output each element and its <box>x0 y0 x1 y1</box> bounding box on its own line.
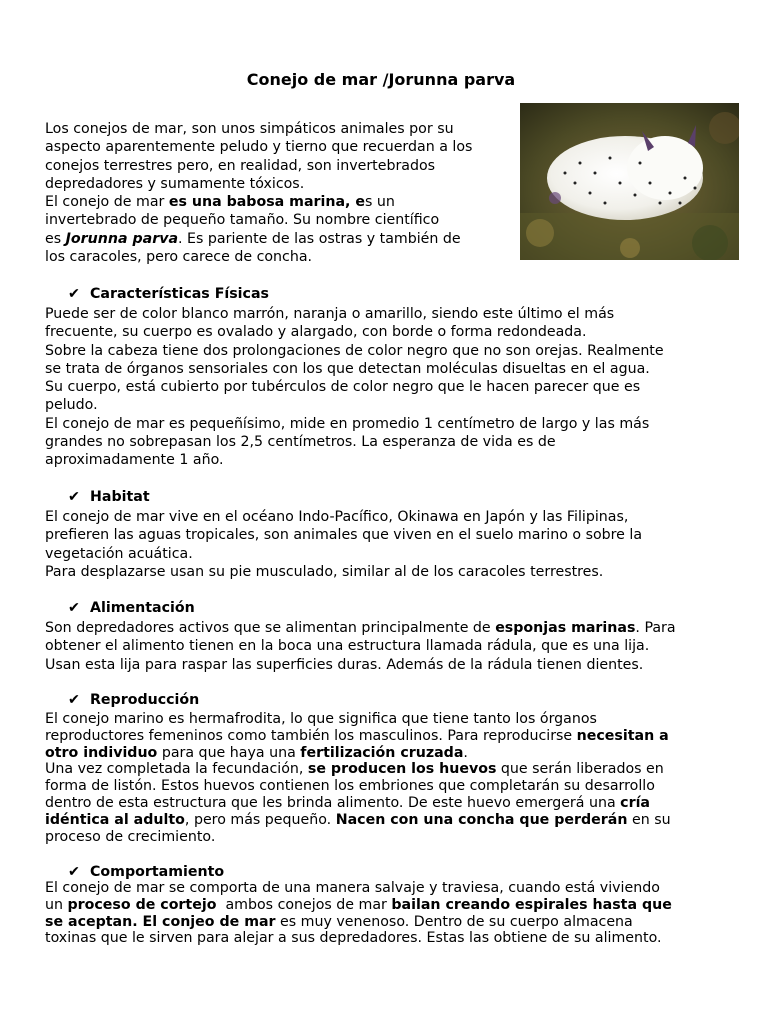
text-run: dentro de esta estructura que les brinda alimento. De este huevo emergerá una <box>45 794 621 811</box>
intro-line: aspecto aparentemente peludo y tierno que recuerdan a los <box>45 139 473 156</box>
text-run: es muy venenoso. Dentro de su cuerpo almacena <box>275 913 633 930</box>
text-line: aproximadamente 1 año. <box>45 452 224 469</box>
text-line: grandes no sobrepasan los 2,5 centímetros. La esperanza de vida es de <box>45 434 556 451</box>
check-icon: ✔ <box>68 600 80 616</box>
text-line <box>45 897 672 914</box>
heading-label: Comportamiento <box>90 864 225 880</box>
text-run: . <box>463 744 468 761</box>
bold-run: se aceptan. El conjeo de mar <box>45 913 276 930</box>
text-run: s un <box>365 194 395 211</box>
heading-label: Alimentación <box>90 600 195 616</box>
text-line: prefieren las aguas tropicales, son animales que viven en el suelo marino o sobre la <box>45 527 643 544</box>
bold-run: es una babosa marina, e <box>168 194 366 211</box>
text-line: El conejo de mar es pequeñísimo, mide en promedio 1 centímetro de largo y las más <box>45 415 650 432</box>
text-run: . Para <box>635 620 676 636</box>
text-line <box>45 914 672 931</box>
sea-bunny-photo <box>520 103 739 260</box>
heading-comportamiento <box>68 864 224 880</box>
text-run: El conejo de mar <box>45 194 169 211</box>
bold-run: proceso de cortejo <box>67 896 217 913</box>
heading-label: Características Físicas <box>90 286 269 302</box>
text-run: en su <box>627 811 671 828</box>
intro-line: conejos terrestres pero, en realidad, son invertebrados <box>45 157 436 174</box>
bold-run: fertilización cruzada <box>300 744 464 761</box>
text-line: Su cuerpo, está cubierto por tubérculos de color negro que le hacen parecer que es <box>45 379 641 396</box>
text-run: . Es pariente de las ostras y también de <box>178 230 461 247</box>
text-line <box>45 728 671 745</box>
text-line <box>45 619 676 637</box>
intro-line: invertebrado de pequeño tamaño. Su nombre científico <box>45 212 440 229</box>
heading-habitat <box>68 489 150 505</box>
text-line: peludo. <box>45 397 98 414</box>
bold-run: se producen los huevos <box>307 761 497 778</box>
intro-paragraph <box>45 120 472 266</box>
text-line: El conejo marino es hermafrodita, lo que significa que tiene tanto los órganos <box>45 711 597 727</box>
text-line: Puede ser de color blanco marrón, naranja o amarillo, siendo este último el más <box>45 306 615 322</box>
text-run: para que haya una <box>157 744 301 761</box>
bold-run: bailan creando espirales hasta que <box>391 896 672 913</box>
reproduccion-paragraph <box>45 711 671 845</box>
text-run: ambos conejos de mar <box>216 896 392 913</box>
text-run: Una vez completada la fecundación, <box>45 761 308 778</box>
species-name: Jorunna parva <box>65 230 179 247</box>
text-line: frecuente, su cuerpo es ovalado y alargado, con borde o forma redondeada. <box>45 324 587 341</box>
intro-line: depredadores y sumamente tóxicos. <box>45 175 305 192</box>
text-run: Son depredadores activos que se alimentan principalmente de <box>45 620 496 636</box>
heading-label: Reproducción <box>90 692 200 708</box>
text-line <box>45 745 671 762</box>
text-run: que serán liberados en <box>496 761 664 778</box>
comportamiento-paragraph <box>45 880 672 947</box>
text-line: forma de listón. Estos huevos contienen los embriones que completarán su desarrollo <box>45 778 655 795</box>
text-run: es <box>45 230 66 247</box>
text-line: vegetación acuática. <box>45 545 193 562</box>
page-title: Conejo de mar /Jorunna parva <box>246 70 516 89</box>
text-line <box>45 812 671 829</box>
text-line: proceso de crecimiento. <box>45 828 216 845</box>
heading-alimentacion <box>68 600 195 616</box>
bold-run: Nacen con una concha que perderán <box>335 811 628 828</box>
text-line: toxinas que le sirven para alejar a sus depredadores. Estas las obtiene de su alimento. <box>45 930 662 947</box>
intro-line <box>45 230 472 248</box>
text-run: reproductores femeninos como también los masculinos. Para reproducirse <box>45 727 577 744</box>
bold-run: esponjas marinas <box>495 620 636 636</box>
text-line: Para desplazarse usan su pie musculado, similar al de los caracoles terrestres. <box>45 563 604 580</box>
intro-line <box>45 193 472 211</box>
text-line: obtener el alimento tienen en la boca una estructura llamada rádula, que es una lija. <box>45 638 650 655</box>
check-icon: ✔ <box>68 692 80 708</box>
bold-run: otro individuo <box>45 744 158 761</box>
text-run: , pero más pequeño. <box>184 811 336 828</box>
intro-line: los caracoles, pero carece de concha. <box>45 249 313 266</box>
check-icon: ✔ <box>68 489 80 505</box>
text-line <box>45 761 671 778</box>
text-line: El conejo de mar vive en el océano Indo-Pacífico, Okinawa en Japón y las Filipinas, <box>45 509 629 525</box>
fisicas-paragraph <box>45 305 664 470</box>
bold-run: necesitan a <box>576 727 669 744</box>
text-line <box>45 795 671 812</box>
bold-run: cría <box>620 794 650 811</box>
heading-reproduccion <box>68 692 199 708</box>
alimentacion-paragraph <box>45 619 676 674</box>
heading-caracteristicas <box>68 286 269 302</box>
text-line: El conejo de mar se comporta de una manera salvaje y traviesa, cuando está viviendo <box>45 880 660 896</box>
text-run: un <box>45 896 68 913</box>
text-line: Usan esta lija para raspar las superficies duras. Además de la rádula tienen dientes. <box>45 656 644 673</box>
text-line: Sobre la cabeza tiene dos prolongaciones de color negro que no son orejas. Realmente <box>45 342 664 359</box>
check-icon: ✔ <box>68 286 80 302</box>
text-line: se trata de órganos sensoriales con los que detectan moléculas disueltas en el agua. <box>45 360 650 377</box>
heading-label: Habitat <box>90 489 150 505</box>
habitat-paragraph <box>45 508 642 581</box>
check-icon: ✔ <box>68 864 80 880</box>
bold-run: idéntica al adulto <box>45 811 185 828</box>
intro-line: Los conejos de mar, son unos simpáticos animales por su <box>45 121 454 137</box>
